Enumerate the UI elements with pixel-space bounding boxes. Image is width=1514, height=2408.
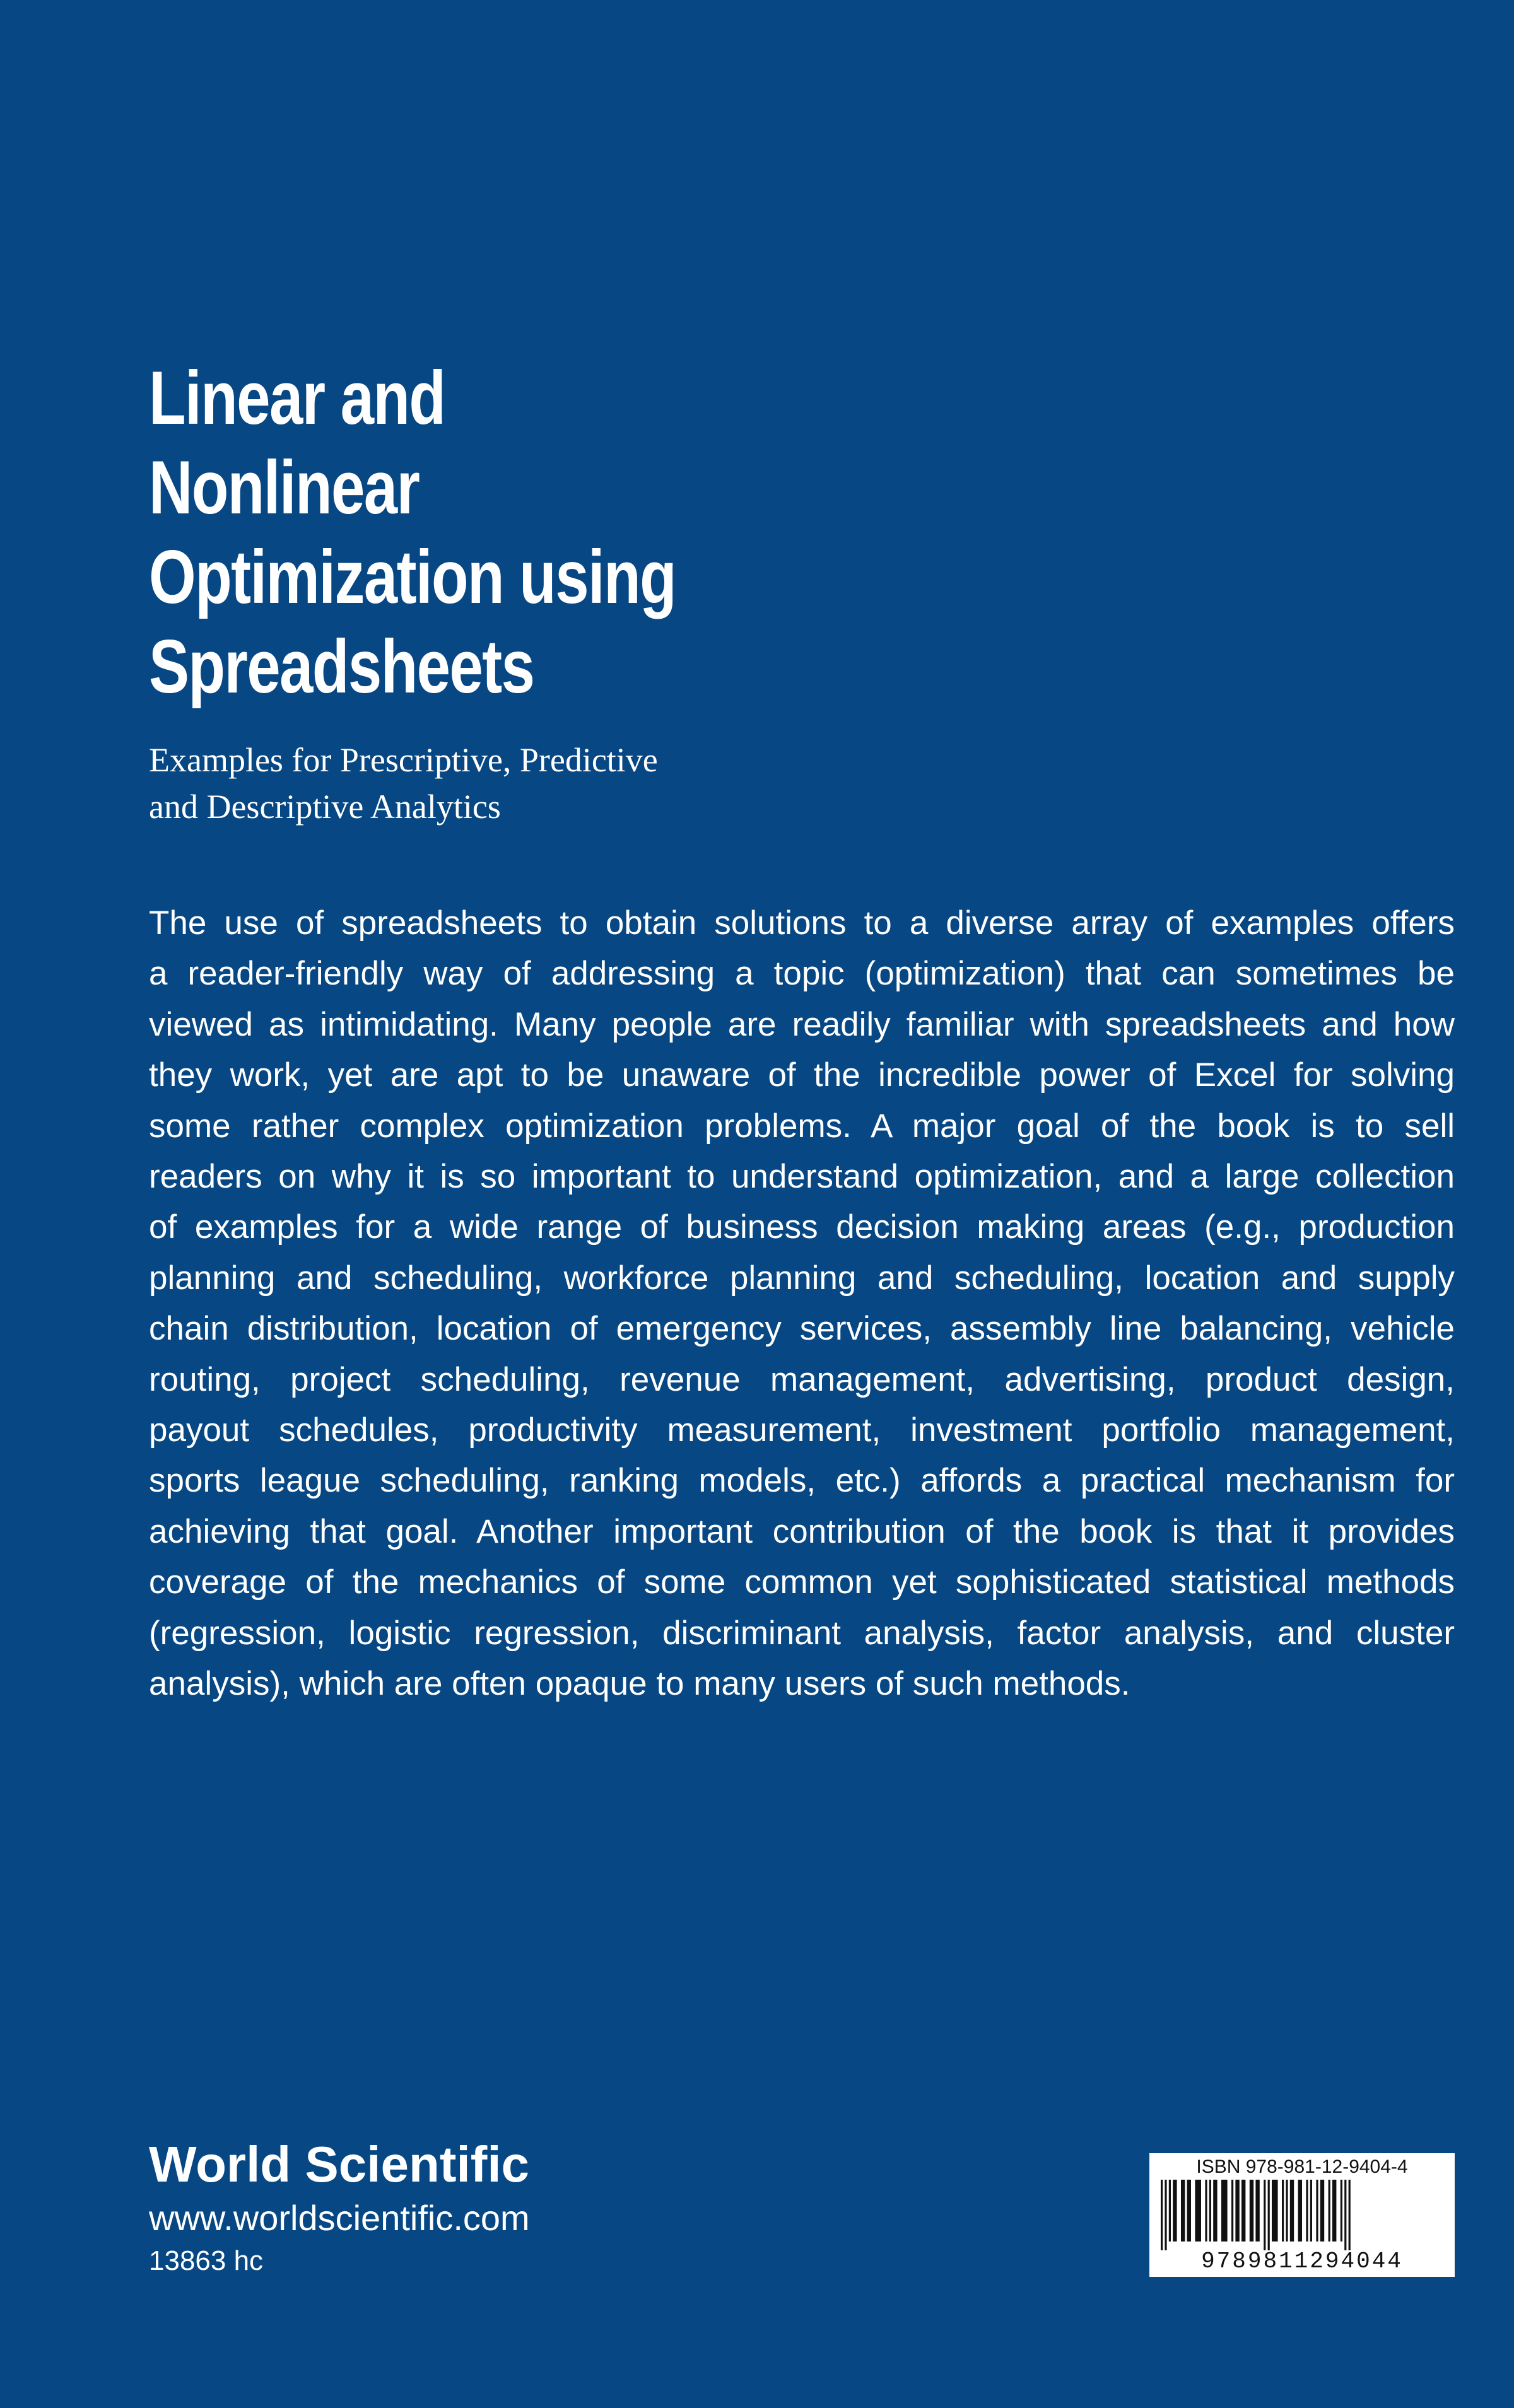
barcode-digits: 9789811294044 [1201,2248,1403,2274]
description-line: chain distribution, location of emergency services, assembly line balancing, vehicle [149,1310,1455,1348]
title-line: Spreadsheets [149,624,534,709]
description-line: readers on why it is so important to understand optimization, and a large collection [149,1158,1455,1196]
isbn-barcode [1149,2153,1455,2277]
subtitle-line: Examples for Prescriptive, Predictive [149,741,658,779]
publisher-info [149,2134,530,2281]
description-line: The use of spreadsheets to obtain solutions to a diverse array of examples offers [149,904,1455,942]
description-line: of examples for a wide range of business decision making areas (e.g., production [149,1208,1455,1246]
description-line: some rather complex optimization problems. A major goal of the book is to sell [149,1107,1455,1145]
book-title [149,353,780,711]
description-line: viewed as intimidating. Many people are readily familiar with spreadsheets and how [149,1005,1455,1043]
isbn-label: ISBN 978-981-12-9404-4 [1196,2156,1408,2177]
title-line: Nonlinear [149,445,420,530]
subtitle-line: and Descriptive Analytics [149,788,501,826]
book-description [149,898,1455,1710]
title-line: Optimization using [149,535,676,619]
title-line: Linear and [149,356,445,440]
description-line: planning and scheduling, workforce planning and scheduling, location and supply [149,1259,1455,1297]
description-line: a reader-friendly way of addressing a topic (optimization) that can sometimes be [149,955,1455,993]
product-code: 13863 hc [149,2245,264,2276]
description-line: they work, yet are apt to be unaware of the incredible power of Excel for solving [149,1056,1455,1094]
description-line: analysis), which are often opaque to many users of such methods. [149,1665,1130,1703]
publisher-url: www.worldscientific.com [149,2198,530,2238]
publisher-name: World Scientific [149,2136,530,2192]
description-line: routing, project scheduling, revenue management, advertising, product design, [149,1360,1455,1398]
description-line: achieving that goal. Another important contribution of the book is that it provides [149,1512,1455,1550]
description-line: payout schedules, productivity measurement, investment portfolio management, [149,1411,1455,1449]
description-line: sports league scheduling, ranking models, etc.) affords a practical mechanism for [149,1462,1455,1500]
description-line: (regression, logistic regression, discriminant analysis, factor analysis, and cluster [149,1614,1455,1652]
book-subtitle [149,737,780,830]
barcode-icon [1157,2180,1447,2250]
description-line: coverage of the mechanics of some common yet sophisticated statistical methods [149,1563,1455,1601]
